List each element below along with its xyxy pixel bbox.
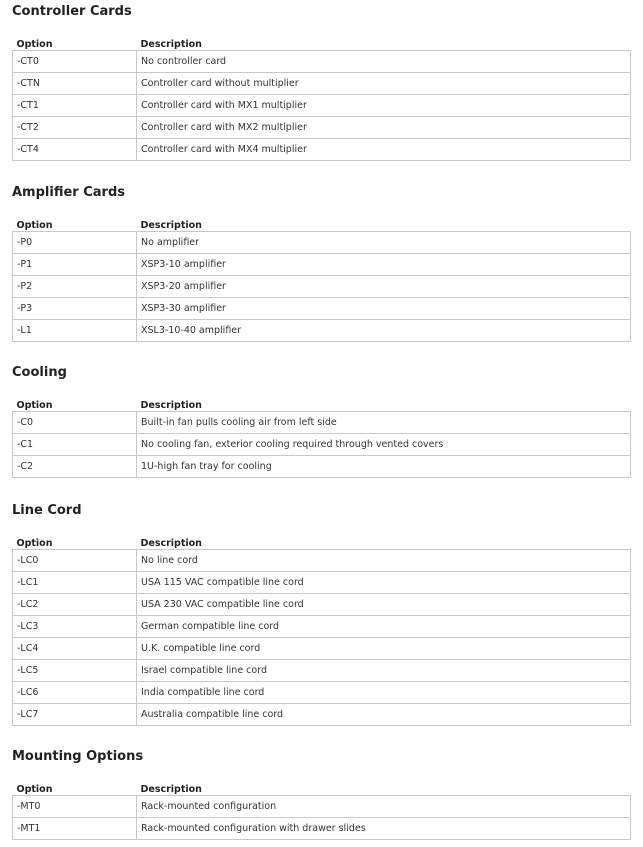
option-cell: -CTN xyxy=(13,73,137,95)
table-row xyxy=(13,638,631,660)
table-row xyxy=(13,254,631,276)
section-title: Controller Cards xyxy=(12,4,132,19)
description-cell: Controller card with MX2 multiplier xyxy=(137,117,631,139)
option-cell: -LC1 xyxy=(13,572,137,594)
description-cell: Rack-mounted configuration xyxy=(137,796,631,818)
table-row xyxy=(13,660,631,682)
table-row xyxy=(13,682,631,704)
option-cell: -CT1 xyxy=(13,95,137,117)
table-row xyxy=(13,434,631,456)
option-cell: -LC2 xyxy=(13,594,137,616)
table-row xyxy=(13,117,631,139)
table-row xyxy=(13,572,631,594)
column-header-description: Description xyxy=(140,538,202,549)
description-cell: U.K. compatible line cord xyxy=(137,638,631,660)
column-header-description: Description xyxy=(140,220,202,231)
description-cell: Israel compatible line cord xyxy=(137,660,631,682)
description-cell: Australia compatible line cord xyxy=(137,704,631,726)
table-row xyxy=(13,456,631,478)
column-header-description: Description xyxy=(140,400,202,411)
table-row xyxy=(13,276,631,298)
option-cell: -P0 xyxy=(13,232,137,254)
option-cell: -MT0 xyxy=(13,796,137,818)
section-title: Cooling xyxy=(12,365,67,380)
option-cell: -P3 xyxy=(13,298,137,320)
options-table xyxy=(12,779,631,840)
option-cell: -LC7 xyxy=(13,704,137,726)
option-cell: -C2 xyxy=(13,456,137,478)
option-cell: -LC6 xyxy=(13,682,137,704)
option-cell: -LC5 xyxy=(13,660,137,682)
table-row xyxy=(13,95,631,117)
table-row xyxy=(13,139,631,161)
section-title: Mounting Options xyxy=(12,749,144,764)
column-header-option: Option xyxy=(16,220,53,231)
description-cell: No line cord xyxy=(137,550,631,572)
option-cell: -C1 xyxy=(13,434,137,456)
option-cell: -MT1 xyxy=(13,818,137,840)
table-row xyxy=(13,73,631,95)
options-table xyxy=(12,533,631,726)
table-row xyxy=(13,594,631,616)
table-header-row xyxy=(13,533,631,550)
table-row xyxy=(13,818,631,840)
option-cell: -P1 xyxy=(13,254,137,276)
column-header-description: Description xyxy=(140,784,202,795)
description-cell: India compatible line cord xyxy=(137,682,631,704)
table-row xyxy=(13,51,631,73)
options-table xyxy=(12,395,631,478)
description-cell: Controller card with MX1 multiplier xyxy=(137,95,631,117)
table-row xyxy=(13,412,631,434)
table-header-row xyxy=(13,395,631,412)
table-header-row xyxy=(13,779,631,796)
table-row xyxy=(13,796,631,818)
description-cell: XSP3-10 amplifier xyxy=(137,254,631,276)
column-header-description: Description xyxy=(140,39,202,50)
description-cell: XSP3-20 amplifier xyxy=(137,276,631,298)
description-cell: XSL3-10-40 amplifier xyxy=(137,320,631,342)
option-cell: -LC4 xyxy=(13,638,137,660)
column-header-option: Option xyxy=(16,400,53,411)
table-row xyxy=(13,298,631,320)
option-cell: -CT0 xyxy=(13,51,137,73)
column-header-option: Option xyxy=(16,39,53,50)
table-row xyxy=(13,616,631,638)
table-row xyxy=(13,232,631,254)
section-title: Amplifier Cards xyxy=(12,185,125,200)
description-cell: Built-in fan pulls cooling air from left side xyxy=(137,412,631,434)
option-cell: -CT2 xyxy=(13,117,137,139)
description-cell: Rack-mounted configuration with drawer slides xyxy=(137,818,631,840)
table-row xyxy=(13,550,631,572)
options-table xyxy=(12,215,631,342)
table-header-row xyxy=(13,34,631,51)
table-row xyxy=(13,704,631,726)
column-header-option: Option xyxy=(16,784,53,795)
option-cell: -LC3 xyxy=(13,616,137,638)
option-cell: -L1 xyxy=(13,320,137,342)
options-table xyxy=(12,34,631,161)
table-header-row xyxy=(13,215,631,232)
description-cell: No amplifier xyxy=(137,232,631,254)
description-cell: USA 115 VAC compatible line cord xyxy=(137,572,631,594)
section-title: Line Cord xyxy=(12,503,82,518)
column-header-option: Option xyxy=(16,538,53,549)
description-cell: German compatible line cord xyxy=(137,616,631,638)
option-cell: -P2 xyxy=(13,276,137,298)
description-cell: Controller card with MX4 multiplier xyxy=(137,139,631,161)
option-cell: -C0 xyxy=(13,412,137,434)
description-cell: 1U-high fan tray for cooling xyxy=(137,456,631,478)
description-cell: XSP3-30 amplifier xyxy=(137,298,631,320)
option-cell: -CT4 xyxy=(13,139,137,161)
description-cell: Controller card without multiplier xyxy=(137,73,631,95)
description-cell: USA 230 VAC compatible line cord xyxy=(137,594,631,616)
description-cell: No cooling fan, exterior cooling required through vented covers xyxy=(137,434,631,456)
table-row xyxy=(13,320,631,342)
option-cell: -LC0 xyxy=(13,550,137,572)
description-cell: No controller card xyxy=(137,51,631,73)
